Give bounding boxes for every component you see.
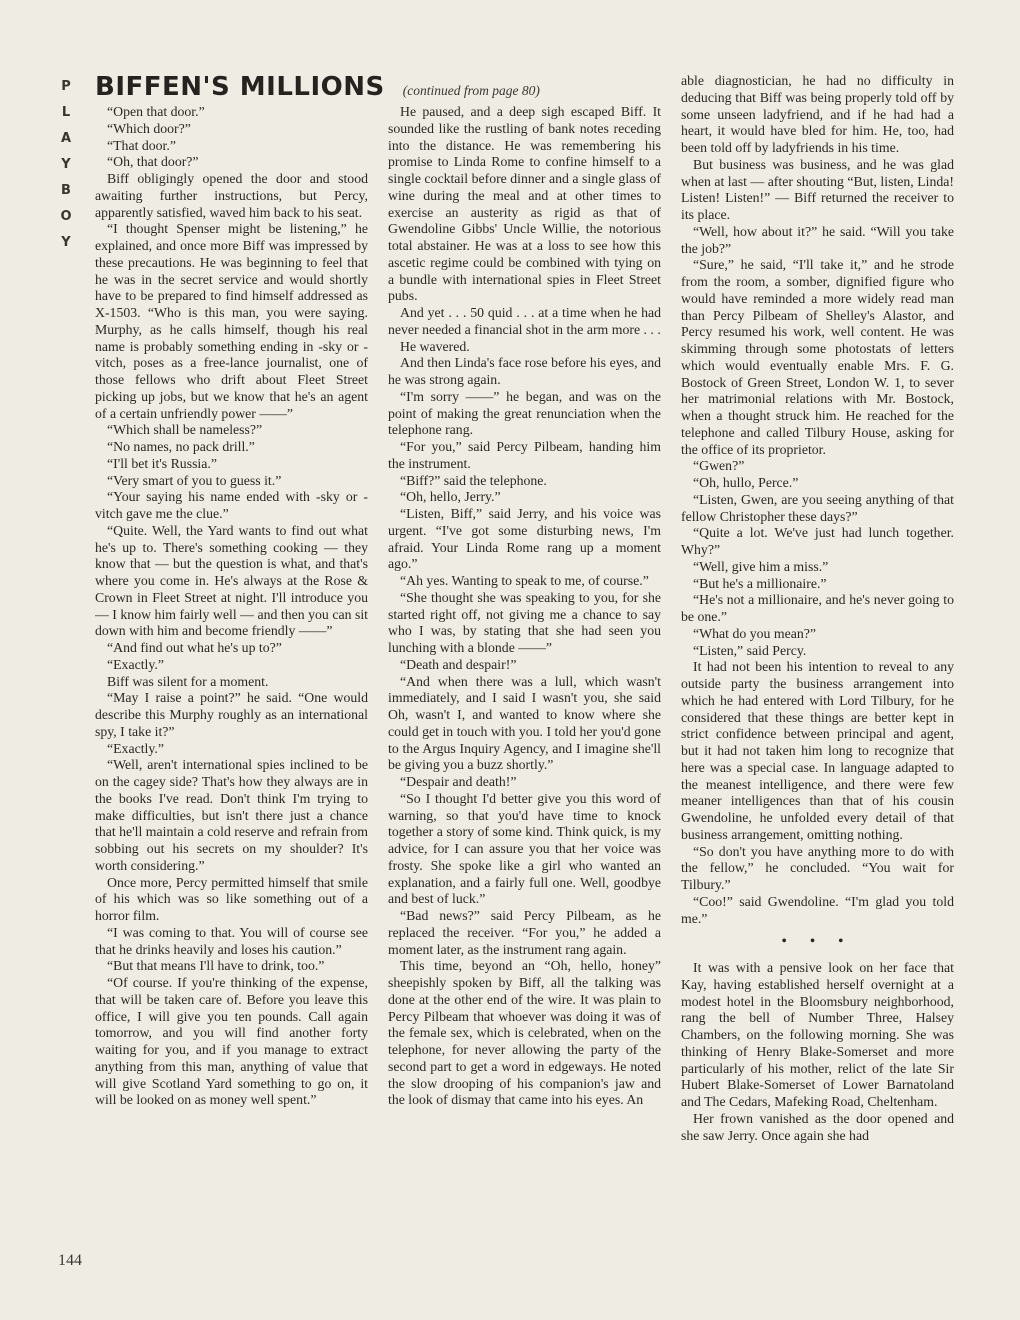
paragraph: “Death and despair!” xyxy=(400,656,517,672)
paragraph: And yet . . . 50 quid . . . at a time when he had never needed a financial shot in the arm more . . . xyxy=(388,305,661,337)
side-label-letter: O xyxy=(60,209,72,224)
paragraph: “I'm sorry ——” he began, and was on the point of making the great renunciation when the telephone rang. xyxy=(388,388,661,438)
paragraph: “Gwen?” xyxy=(693,458,745,474)
paragraph: “Biff?” said the telephone. xyxy=(400,472,547,488)
paragraph: “Open that door.” xyxy=(107,104,205,119)
paragraph: “I'll bet it's Russia.” xyxy=(107,455,217,471)
paragraph: “Listen, Gwen, are you seeing anything of that fellow Christopher these days?” xyxy=(681,491,954,524)
magazine-side-label xyxy=(54,74,78,256)
paragraph: “What do you mean?” xyxy=(693,625,816,641)
paragraph: “Listen, Biff,” said Jerry, and his voice was urgent. “I've got some disturbing news, I'm afraid. Your Linda Rome rang up a moment ago.” xyxy=(388,506,661,572)
continued-note: (continued from page 80) xyxy=(402,83,540,98)
paragraph: And then Linda's face rose before his eyes, and he was strong again. xyxy=(388,355,661,387)
side-label-letter: B xyxy=(61,183,71,198)
paragraph: Her frown vanished as the door opened and she saw Jerry. Once again she had xyxy=(681,1110,954,1143)
paragraph: He paused, and a deep sigh escaped Biff. It sounded like the rustling of bank notes receding into the distance. He was remembering his promise to Linda Rome to confine himself to a single cocktail before dinner and a single glass of wine during the meal and at other times to exercise an austerity as rigid as that of Gwendoline Gibbs' Uncle Willie, the notorious total abstainer. He was at a loss to see how this ascetic regime could be combined with tying on a bundle with international spies in Fleet Street pubs. xyxy=(388,104,661,304)
text-column-2 xyxy=(388,104,661,1286)
paragraph: “But he's a millionaire.” xyxy=(693,575,827,591)
side-label-letter: P xyxy=(61,79,71,94)
paragraph: “Your saying his name ended with -sky or -vitch gave me the clue.” xyxy=(95,489,368,521)
paragraph: “So don't you have anything more to do with the fellow,” he concluded. “You wait for Tilbury.” xyxy=(681,843,954,892)
side-label-letter: A xyxy=(60,131,72,146)
paragraph: “Oh, hullo, Perce.” xyxy=(693,475,799,490)
paragraph: Biff obligingly opened the door and stood awaiting further instructions, but Percy, apparently satisfied, waved him back to his seat. xyxy=(95,171,368,220)
paragraph: This time, beyond an “Oh, hello, honey” sheepishly spoken by Biff, all the talking was done at the other end of the wire. It was plain to Percy Pilbeam that whoever was doing it was of the female sex, which is celebrated, when on the telephone, for never allowing the party of the second part to get a word in edgeways. He noted the slow drooping of his companion's jaw and the look of dismay that came into his eyes. An xyxy=(388,958,661,1108)
paragraph: “She thought she was speaking to you, for she started right off, not giving me a chance to say who I was, by stating that she had seen you lunching with a blonde ——” xyxy=(388,589,661,655)
paragraph: It had not been his intention to reveal to any outside party the business arrangement into which he had entered with Lord Tilbury, for he considered that these things are better kept in strict confidence between principal and agent, but it had not taken him long to recognize that here was a special case. In language adapted to the meanest intelligence, and there were few meaner intelligences than that of his cousin Gwendoline, he unfolded every detail of that business arrangement, omitting nothing. xyxy=(681,659,954,842)
paragraph: Biff was silent for a moment. xyxy=(107,673,269,689)
paragraph: “Ah yes. Wanting to speak to me, of course.” xyxy=(400,573,649,588)
paragraph: “Well, aren't international spies inclined to be on the cagey side? That's how they always are in the books I've read. Don't think I'm trying to make difficulties, but isn't there just a chance that he'll maintain a cold reserve and refrain from sobbing out his secrets on my shoulder? It's worth considering.” xyxy=(95,757,368,873)
paragraph: “Exactly.” xyxy=(107,740,164,756)
paragraph: “Oh, that door?” xyxy=(107,154,199,170)
page-number: 144 xyxy=(58,1252,82,1269)
paragraph: “Well, how about it?” he said. “Will you take the job?” xyxy=(681,223,954,256)
article-title: BIFFEN'S MILLIONS xyxy=(95,72,385,102)
paragraph: “Quite a lot. We've just had lunch together. Why?” xyxy=(681,525,954,557)
text-column-1 xyxy=(95,104,368,1286)
text-column-3 xyxy=(681,73,954,1286)
paragraph: “May I raise a point?” he said. “One would describe this Murphy roughly as an international spy, I take it?” xyxy=(95,690,368,739)
side-label-letter: Y xyxy=(61,235,71,250)
paragraph: “Sure,” he said, “I'll take it,” and he strode from the room, a somber, dignified figure who would have reminded a more widely read man than Percy Pilbeam of Shelley's Alastor, and Percy resumed his work, well content. He was skimming through some photostats of letters which would eventually enable Mrs. F. G. Bostock of Green Street, London W. 1, to sever her matrimonial relations with Mr. Bostock, when a thought struck him. He reached for the telephone and called Tilbury House, asking for the office of its proprietor. xyxy=(681,257,954,457)
paragraph: “Quite. Well, the Yard wants to find out what he's up to. There's something cooking — they know that — but the question is what, and that's where you come in. He's always at the Rose & Crown in Fleet Street at night. I'll introduce you — I know him fairly well — and then you can sit down with him and become friendly ——” xyxy=(95,522,368,639)
side-label-letter: L xyxy=(61,105,71,120)
paragraph: “Very smart of you to guess it.” xyxy=(107,472,282,488)
paragraph: “Well, give him a miss.” xyxy=(693,558,829,574)
paragraph: “No names, no pack drill.” xyxy=(107,439,255,454)
paragraph: He wavered. xyxy=(400,338,470,354)
side-label-letter: Y xyxy=(61,157,71,172)
paragraph: “I was coming to that. You will of course see that he drinks heavily and loses his caution.” xyxy=(95,924,368,957)
paragraph: “Of course. If you're thinking of the expense, that will be taken care of. Before you leave this office, I will give you ten pounds. Call again tomorrow, and you will find another forty waiting for you, and if you manage to extract anything from this man, anything of value that will give Scotland Yard something to go on, it will be looked on as money well spent.” xyxy=(95,975,368,1108)
paragraph: able diagnostician, he had no difficulty in deducing that Biff was being properly told off by some unseen ladyfriend, and if he had had a heart, it would have bled for him. He, too, had been told off by ladyfriends in his time. xyxy=(681,73,954,155)
paragraph: “He's not a millionaire, and he's never going to be one.” xyxy=(681,592,954,624)
paragraph: “Coo!” said Gwendoline. “I'm glad you told me.” xyxy=(681,893,954,926)
article-header xyxy=(95,72,540,106)
paragraph: It was with a pensive look on her face that Kay, having established herself overnight at a modest hotel in the Bloomsbury neighborhood, rang the bell of Number Three, Halsey Chambers, on the following morning. She was thinking of Henry Blake-Somerset and more particularly of his mother, relict of the late Sir Hubert Blake-Somerset of Lower Barnatoland and The Cedars, Mafeking Road, Cheltenham. xyxy=(681,960,954,1109)
paragraph: “Bad news?” said Percy Pilbeam, as he replaced the receiver. “For you,” he added a moment later, as the instrument rang again. xyxy=(388,908,661,957)
paragraph: “For you,” said Percy Pilbeam, handing him the instrument. xyxy=(388,439,661,471)
paragraph: “I thought Spenser might be listening,” he explained, and once more Biff was impressed by these precautions. He was beginning to feel that he was in the secret service and would shortly have to be prepared to find himself addressed as X-1503. “Who is this man, you were saying. Murphy, as he calls himself, though his real name is probably something ending in -sky or -vitch, poses as a free-lance journalist, one of those fellows who drift about Fleet Street picking up jobs, but we know that he's an agent of a certain unfriendly power ——” xyxy=(95,221,368,421)
paragraph: “And find out what he's up to?” xyxy=(107,640,282,655)
paragraph: Once more, Percy permitted himself that smile of his which was so like something out of a horror film. xyxy=(95,874,368,923)
paragraph: “Exactly.” xyxy=(107,656,164,672)
paragraph: “Oh, hello, Jerry.” xyxy=(400,489,501,505)
paragraph: “So I thought I'd better give you this word of warning, so that you'd have time to knock together a story of some kind. Think quick, is my advice, for I can assure you that her voice was frosty. She spoke like a girl who wanted an explanation, and a fairly full one. Well, goodbye and best of luck.” xyxy=(388,790,661,907)
paragraph: “Which door?” xyxy=(107,120,191,136)
paragraph: “And when there was a lull, which wasn't immediately, and I said I wasn't you, she said Oh, wasn't I, and wanted to know where she could get in touch with you. I told her you'd gone to the Argus Inquiry Agency, and I imagine she'll be giving you a buzz shortly.” xyxy=(388,673,661,773)
paragraph: “Despair and death!” xyxy=(400,774,517,789)
paragraph: “But that means I'll have to drink, too.” xyxy=(107,958,325,974)
paragraph: “Which shall be nameless?” xyxy=(107,422,263,438)
paragraph: “Listen,” said Percy. xyxy=(693,642,807,658)
paragraph: But business was business, and he was glad when at last — after shouting “But, listen, Linda! Listen! Listen!” — Biff returned the receiver to its place. xyxy=(681,156,954,222)
paragraph: “That door.” xyxy=(107,137,176,153)
paragraph: • • • xyxy=(781,933,854,949)
